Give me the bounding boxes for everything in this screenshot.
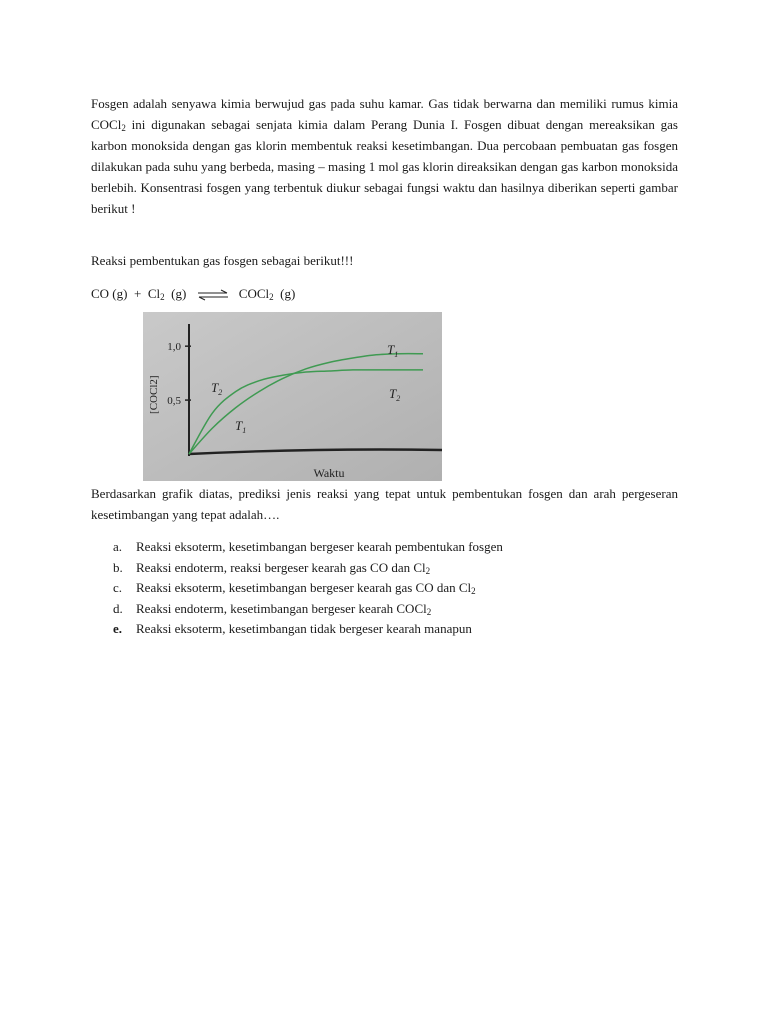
answer-options [91, 537, 691, 640]
plus-sign: + [133, 286, 142, 301]
option-text [136, 578, 476, 599]
reactant-cl2-sub: 2 [160, 292, 165, 302]
y-axis-label: [COCl2] [148, 375, 160, 414]
reactant-cl2-state: (g) [171, 286, 187, 301]
option-label: c. [113, 580, 123, 595]
option-text [136, 619, 472, 640]
intro-subscript: 2 [121, 123, 126, 133]
intro-text-part2: ini digunakan sebagai senjata kimia dalam Perang Dunia I. Fosgen dibuat dengan mereaksikan gas karbon monoksida dengan gas klorin membentuk reaksi kesetimbangan. Dua percobaan pembuatan gas fosgen dilakukan pada suhu yang berbeda, masing – masing 1 mol gas klorin direaksikan dengan gas karbon monoksida berlebih. Konsentrasi fosgen yang terbentuk diukur sebagai fungsi waktu dan hasilnya diberikan seperti gambar berikut ! [91, 117, 678, 216]
reactant-cl2-formula: Cl [147, 286, 161, 301]
option-text [136, 558, 430, 579]
option-subscript: 2 [426, 606, 432, 617]
reactant-cl2 [148, 283, 165, 304]
intro-text-part1: Fosgen adalah senyawa kimia berwujud gas pada suhu kamar. Gas tidak berwarna dan memiliki rumus kimia COCl [91, 96, 678, 132]
curve-label-t2: $T_2$ [211, 380, 223, 397]
option-text [136, 599, 431, 620]
option-text [136, 537, 503, 558]
answer-option-4[interactable] [91, 599, 691, 620]
curve-label-t1: $T_1$ [235, 418, 247, 435]
answer-option-2[interactable] [91, 558, 691, 579]
y-tick-label: 0,5 [167, 395, 181, 408]
option-text-main: Reaksi eksoterm, kesetimbangan tidak bergeser kearah manapun [136, 621, 472, 636]
x-axis-label: Waktu [313, 466, 345, 480]
option-text-main: Reaksi eksoterm, kesetimbangan bergeser kearah pembentukan fosgen [136, 539, 503, 554]
option-text-main: Reaksi endoterm, reaksi bergeser kearah gas CO dan Cl [136, 559, 426, 575]
answer-option-3[interactable] [91, 578, 691, 599]
product-sub: 2 [269, 292, 274, 302]
option-label: b. [113, 559, 123, 575]
question-prompt: Berdasarkan grafik diatas, prediksi jenis reaksi yang tepat untuk pembentukan fosgen dan arah pergeseran kesetimbangan yang tepat adalah…. [91, 486, 678, 522]
y-tick-label: 1,0 [167, 341, 181, 354]
option-subscript: 2 [471, 586, 476, 596]
option-subscript: 2 [425, 565, 431, 576]
option-text-main: Reaksi eksoterm, kesetimbangan bergeser kearah gas CO dan Cl [136, 580, 472, 595]
option-label: a. [113, 539, 123, 554]
chart-svg [143, 312, 442, 481]
intro-paragraph [91, 93, 678, 219]
option-label: e. [113, 621, 123, 636]
option-text-main: Reaksi endoterm, kesetimbangan bergeser kearah COCl [136, 600, 427, 616]
product-formula: COCl [238, 286, 270, 301]
fosgen-chart [143, 312, 442, 481]
curve-label-t2: $T_2$ [389, 386, 401, 403]
equilibrium-arrows-icon [196, 289, 230, 301]
curve-label-t1: $T_1$ [387, 342, 399, 359]
product-cocl2 [239, 283, 274, 304]
answer-option-5[interactable] [91, 619, 691, 640]
answer-option-1[interactable] [91, 537, 691, 558]
reaction-equation [91, 283, 295, 304]
product-state: (g) [280, 286, 296, 301]
reactant-co: CO (g) [91, 286, 128, 301]
reaction-intro: Reaksi pembentukan gas fosgen sebagai berikut!!! [91, 253, 354, 268]
option-label: d. [113, 600, 123, 616]
